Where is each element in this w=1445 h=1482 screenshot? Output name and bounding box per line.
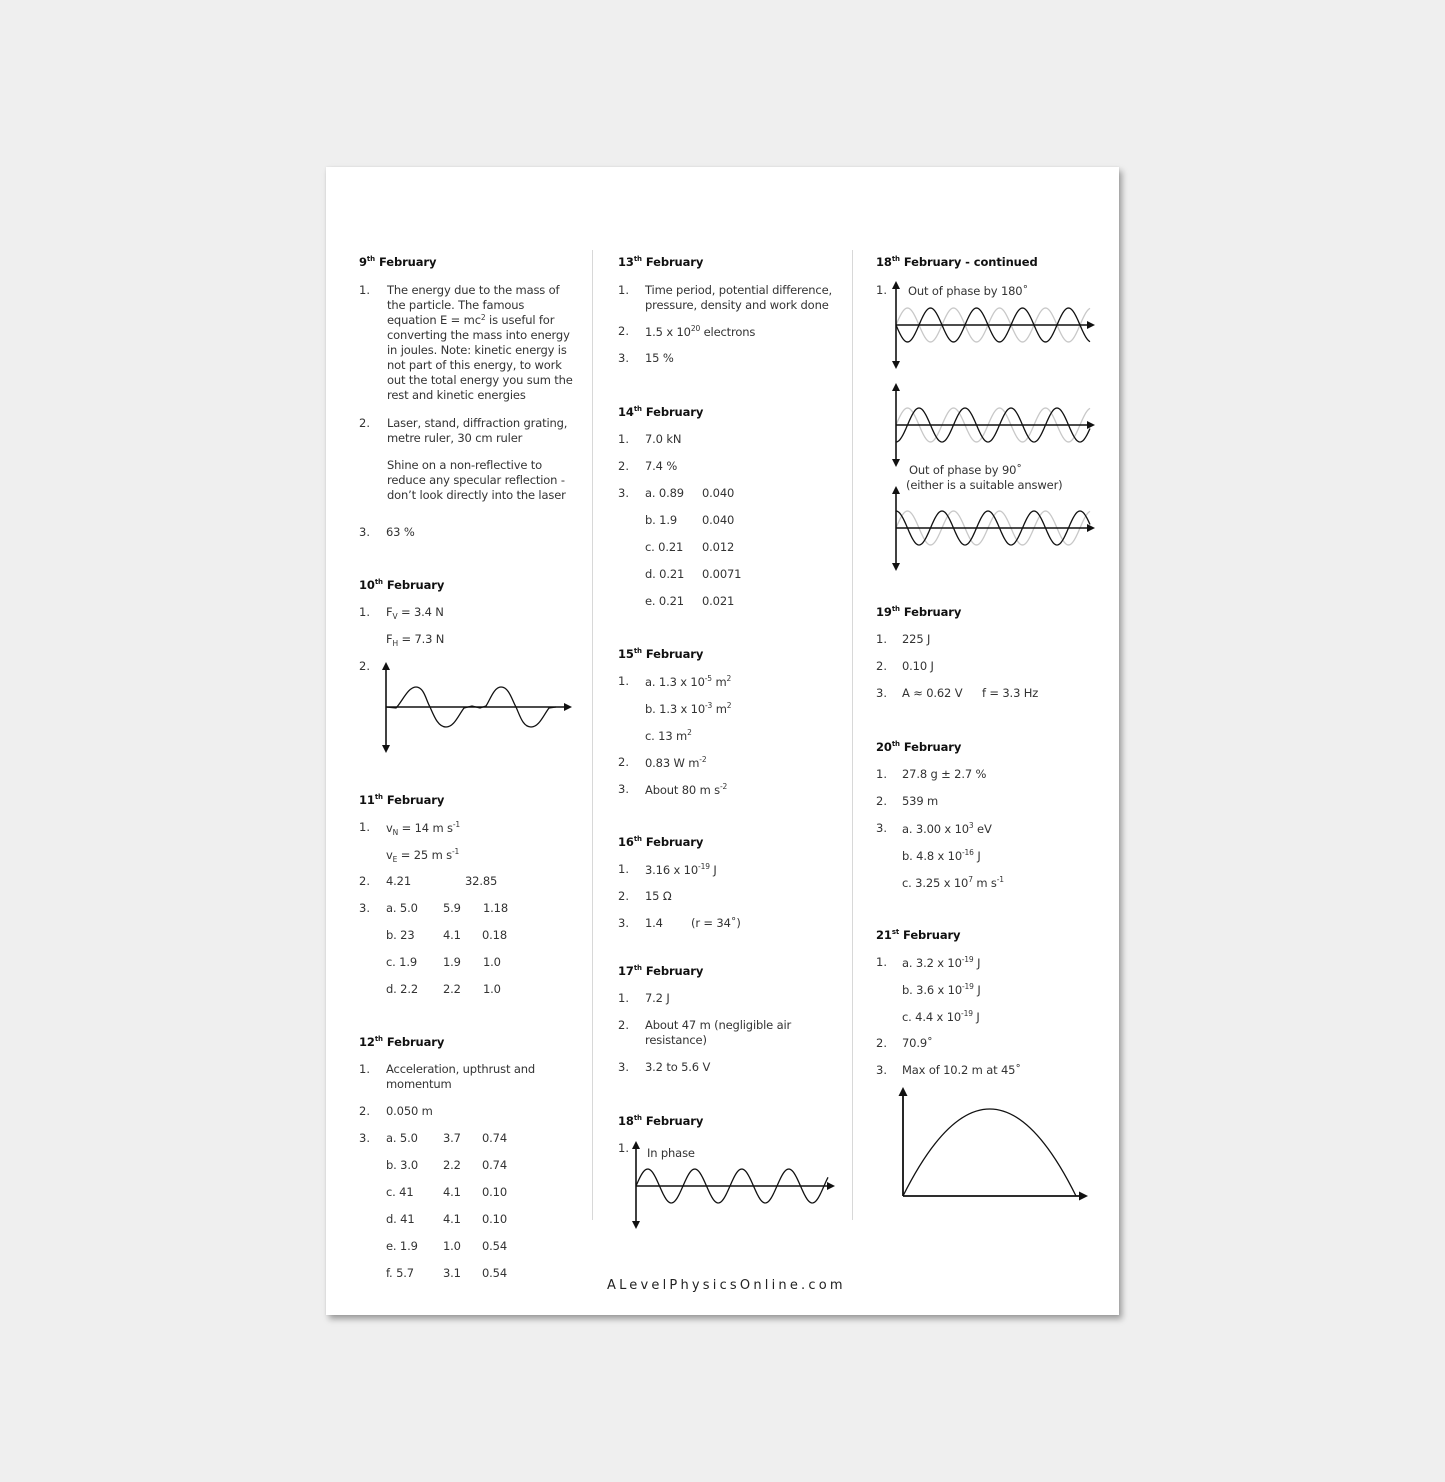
table-cell: b. 23 (386, 928, 415, 942)
column-divider-2 (852, 250, 853, 1220)
table-cell: e. 1.9 (386, 1239, 418, 1253)
table-cell: c. 0.21 (645, 540, 684, 554)
question-number: 1. (618, 991, 629, 1005)
table-cell: 4.1 (443, 1185, 461, 1199)
column-divider-1 (592, 250, 593, 1220)
heading-feb18-continued: 18th February - continued (876, 255, 1038, 269)
answer-feb21-q1b: b. 3.6 x $10^{-19}$ J (902, 982, 981, 997)
table-cell: 0.012 (702, 540, 735, 554)
table-cell: 0.54 (482, 1266, 508, 1280)
table-cell: 1.9 (443, 955, 461, 969)
heading-feb11: 11th February (359, 793, 445, 807)
question-number: 3. (618, 782, 629, 796)
question-number: 1. (618, 1141, 629, 1155)
table-cell: 0.021 (702, 594, 735, 608)
heading-feb12: 12th February (359, 1035, 445, 1049)
answer-feb15-q1a: a. 1.3 x $10^{-5}$ $m^2$ (645, 674, 732, 689)
answer-feb19-q3-amplitude: A ≈ 0.62 V (902, 686, 963, 700)
heading-feb15: 15th February (618, 647, 704, 661)
table-cell: c. 1.9 (386, 955, 418, 969)
table-cell: f. 5.7 (386, 1266, 414, 1280)
answer-feb19-q2: 0.10 J (902, 659, 934, 673)
question-number: 2. (618, 324, 629, 338)
phase-180-wave-graph (890, 278, 1100, 373)
question-number: 2. (618, 1018, 629, 1032)
heading-feb16: 16th February (618, 835, 704, 849)
answer-feb9-q1: The energy due to the mass of the particle. The famous equation $E = mc^2$ is useful for converting the mass into energy in joules. Note: kinetic energy is not part of this energy, to work out the total energy you sum the rest and kinetic energies (387, 283, 573, 402)
heading-feb13: 13th February (618, 255, 704, 269)
answer-feb14-q2: 7.4 % (645, 459, 678, 473)
table-cell: b. 3.0 (386, 1158, 418, 1172)
question-number: 3. (876, 686, 887, 700)
answer-feb16-q3-note: (r = 34˚) (691, 916, 741, 930)
answer-feb11-q2-value1: 4.21 (386, 874, 412, 888)
answer-feb16-q1: 3.16 x $10^{-19}$ J (645, 862, 717, 877)
answer-feb15-q1b: b. 1.3 x $10^{-3}$ $m^2$ (645, 701, 732, 716)
table-cell: 2.2 (443, 1158, 461, 1172)
answer-feb20-q3a: a. 3.00 x $10^3$ eV (902, 821, 992, 836)
question-number: 2. (359, 416, 370, 430)
answer-feb11-q1a: $v_N = 14$ m $s^{-1}$ (386, 820, 461, 837)
table-cell: 1.0 (483, 955, 501, 969)
question-number: 2. (359, 659, 370, 673)
answer-feb9-q2: Laser, stand, diffraction grating, metre ruler, 30 cm ruler (387, 416, 568, 445)
wave-pulses-graph (376, 658, 576, 758)
answer-feb20-q3b: b. 4.8 x $10^{-16}$ J (902, 848, 981, 863)
answer-feb13-q2: 1.5 x $10^{20}$ electrons (645, 324, 756, 339)
answer-feb10-q1b: $F_H = 7.3$ N (386, 632, 445, 648)
question-number: 3. (618, 351, 629, 365)
question-number: 3. (359, 1131, 370, 1145)
answer-feb9-q2-safety: Shine on a non-reflective to reduce any specular reflection - don’t look directly into the laser (387, 458, 566, 502)
table-cell: e. 0.21 (645, 594, 684, 608)
heading-feb9: 9th February (359, 255, 437, 269)
answer-feb21-q3: Max of 10.2 m at 45˚ (902, 1063, 1021, 1077)
table-cell: 0.74 (482, 1131, 508, 1145)
answer-feb17-q3: 3.2 to 5.6 V (645, 1060, 711, 1074)
answer-feb21-q2: 70.9˚ (902, 1036, 933, 1050)
question-number: 3. (876, 821, 887, 835)
table-cell: 0.040 (702, 513, 735, 527)
question-number: 2. (618, 459, 629, 473)
question-number: 2. (876, 1036, 887, 1050)
question-number: 3. (359, 525, 370, 539)
question-number: 1. (876, 283, 887, 297)
table-cell: b. 1.9 (645, 513, 677, 527)
question-number: 1. (359, 605, 370, 619)
table-cell: 0.0071 (702, 567, 742, 581)
question-number: 2. (876, 794, 887, 808)
question-number: 1. (618, 862, 629, 876)
question-number: 2. (359, 1104, 370, 1118)
answer-feb16-q3: 1.4 (645, 916, 663, 930)
heading-feb14: 14th February (618, 405, 704, 419)
answer-feb19-q3-frequency: f = 3.3 Hz (982, 686, 1039, 700)
table-cell: a. 5.0 (386, 1131, 418, 1145)
question-number: 1. (876, 632, 887, 646)
projectile-range-graph (895, 1083, 1095, 1203)
phase-90-wave-graph-a (890, 380, 1100, 475)
table-cell: 4.1 (443, 928, 461, 942)
phase-90-wave-graph-b (890, 483, 1100, 578)
graph-label-either: (either is a suitable answer) (906, 478, 1063, 492)
heading-feb18: 18th February (618, 1114, 704, 1128)
answer-feb15-q2: 0.83 W $m^{-2}$ (645, 755, 707, 770)
site-footer: ALevelPhysicsOnline.com (607, 1278, 846, 1293)
table-cell: 2.2 (443, 982, 461, 996)
question-number: 2. (359, 874, 370, 888)
answer-feb15-q3: About 80 m $s^{-2}$ (645, 782, 728, 797)
graph-label-90: Out of phase by 90˚ (909, 463, 1022, 477)
question-number: 1. (876, 767, 887, 781)
answer-feb20-q2: 539 m (902, 794, 939, 808)
question-number: 3. (618, 916, 629, 930)
answer-feb9-q3: 63 % (386, 525, 415, 539)
table-cell: 3.1 (443, 1266, 461, 1280)
table-cell: d. 41 (386, 1212, 415, 1226)
table-cell: 0.040 (702, 486, 735, 500)
graph-label-180: Out of phase by 180˚ (908, 284, 1029, 298)
answer-feb20-q1: 27.8 g ± 2.7 % (902, 767, 987, 781)
question-number: 1. (618, 674, 629, 688)
answer-feb13-q3: 15 % (645, 351, 674, 365)
heading-feb17: 17th February (618, 964, 704, 978)
table-cell: 4.1 (443, 1212, 461, 1226)
answer-feb13-q1: Time period, potential difference, pressure, density and work done (645, 283, 833, 312)
question-number: 3. (618, 1060, 629, 1074)
question-number: 1. (876, 955, 887, 969)
table-cell: 0.18 (482, 928, 508, 942)
answer-feb21-q1c: c. 4.4 x $10^{-19}$ J (902, 1009, 980, 1024)
answer-feb21-q1a: a. 3.2 x $10^{-19}$ J (902, 955, 981, 970)
question-number: 1. (359, 820, 370, 834)
question-number: 1. (618, 283, 629, 297)
table-cell: d. 0.21 (645, 567, 685, 581)
question-number: 1. (359, 283, 370, 297)
answer-feb12-q2: 0.050 m (386, 1104, 433, 1118)
table-cell: 0.74 (482, 1158, 508, 1172)
table-cell: 0.54 (482, 1239, 508, 1253)
question-number: 3. (618, 486, 629, 500)
table-cell: a. 0.89 (645, 486, 684, 500)
question-number: 2. (876, 659, 887, 673)
answer-feb15-q1c: c. 13 $m^2$ (645, 728, 692, 743)
in-phase-wave-graph (630, 1138, 840, 1233)
answer-feb11-q1b: $v_E = 25$ m $s^{-1}$ (386, 847, 460, 864)
table-cell: 0.10 (482, 1185, 508, 1199)
table-cell: c. 41 (386, 1185, 414, 1199)
heading-feb10: 10th February (359, 578, 445, 592)
answer-feb14-q1: 7.0 kN (645, 432, 682, 446)
answer-feb17-q2: About 47 m (negligible air resistance) (645, 1018, 792, 1047)
heading-feb21: 21st February (876, 928, 961, 942)
table-cell: 1.0 (443, 1239, 461, 1253)
question-number: 3. (359, 901, 370, 915)
answer-feb11-q2-value2: 32.85 (465, 874, 498, 888)
answer-feb12-q1: Acceleration, upthrust and momentum (386, 1062, 536, 1091)
table-cell: a. 5.0 (386, 901, 418, 915)
table-cell: d. 2.2 (386, 982, 418, 996)
question-number: 1. (618, 432, 629, 446)
question-number: 3. (876, 1063, 887, 1077)
heading-feb20: 20th February (876, 740, 962, 754)
answer-feb10-q1a: $F_V = 3.4$ N (386, 605, 444, 621)
answer-feb16-q2: 15 Ω (645, 889, 672, 903)
answer-feb19-q1: 225 J (902, 632, 931, 646)
table-cell: 1.18 (483, 901, 509, 915)
graph-label-in-phase: In phase (647, 1146, 695, 1160)
question-number: 1. (359, 1062, 370, 1076)
answer-feb17-q1: 7.2 J (645, 991, 670, 1005)
answer-feb20-q3c: c. 3.25 x $10^7$ m $s^{-1}$ (902, 875, 1004, 890)
heading-feb19: 19th February (876, 605, 962, 619)
question-number: 2. (618, 889, 629, 903)
table-cell: 1.0 (483, 982, 501, 996)
table-cell: 5.9 (443, 901, 461, 915)
question-number: 2. (618, 755, 629, 769)
table-cell: 0.10 (482, 1212, 508, 1226)
table-cell: 3.7 (443, 1131, 461, 1145)
